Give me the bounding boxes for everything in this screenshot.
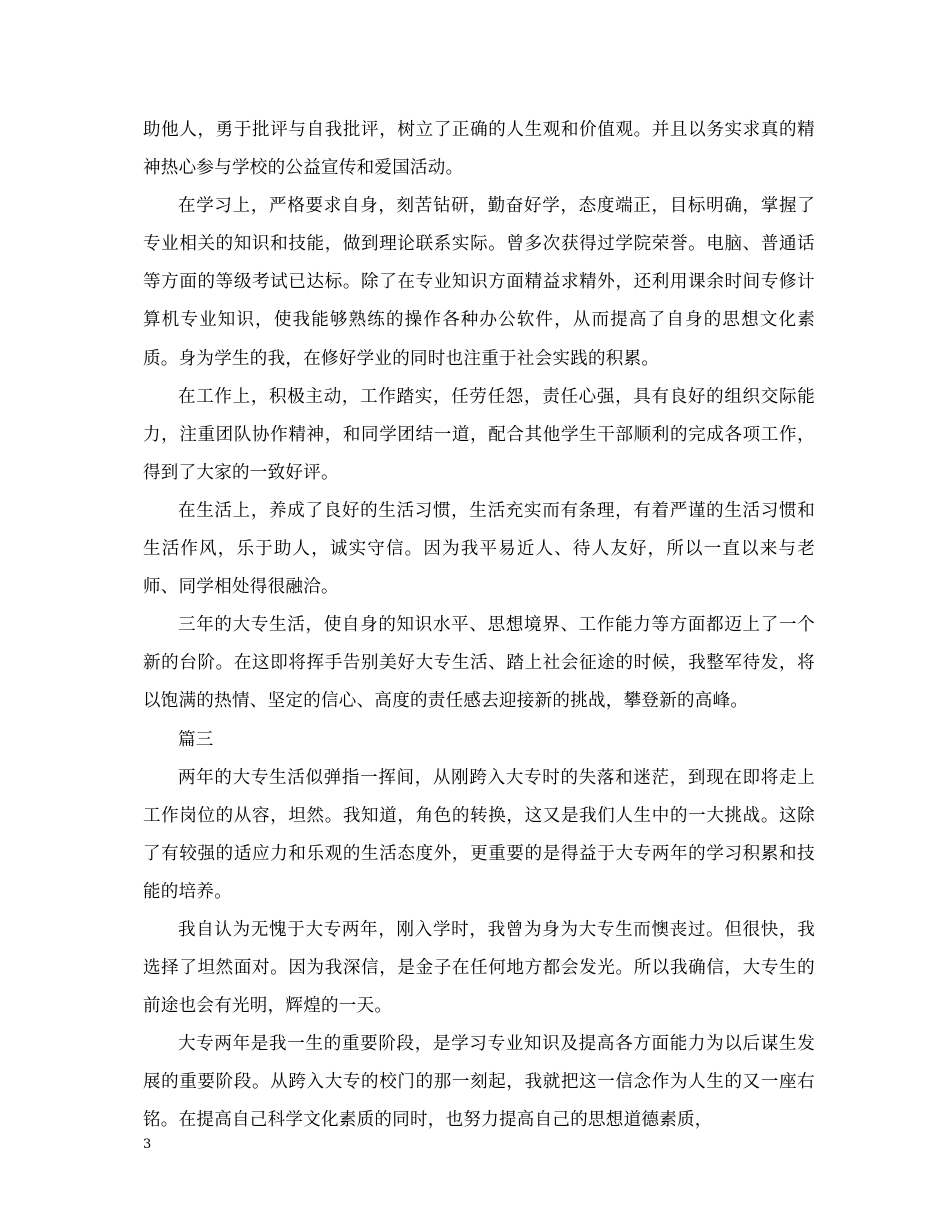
paragraph-self-assessment: 我自认为无愧于大专两年，刚入学时，我曾为身为大专生而懊丧过。但很快，我选择了坦然面对。因为我深信，是金子在任何地方都会发光。所以我确信，大专生的前途也会有光明，辉煌的一天。 xyxy=(143,919,815,1017)
paragraph-important-stage: 大专两年是我一生的重要阶段，是学习专业知识及提高各方面能力为以后谋生发展的重要阶段。从跨入大专的校门的那一刻起，我就把这一信念作为人生的又一座右铭。在提高自己科学文化素质的同时，也努力提高自己的思想道德素质， xyxy=(143,1034,815,1131)
section-heading-part-three: 篇三 xyxy=(178,729,214,750)
paragraph-study: 在学习上，严格要求自身，刻苦钻研，勤奋好学，态度端正，目标明确，掌握了专业相关的知识和技能，做到理论联系实际。曾多次获得过学院荣誉。电脑、普通话等方面的等级考试已达标。除了在专业知识方面精益求精外，还利用课余时间专修计算机专业知识，使我能够熟练的操作各种办公软件，从而提高了自身的思想文化素质。身为学生的我，在修好学业的同时也注重于社会实践的积累。 xyxy=(143,196,815,369)
paragraph-work: 在工作上，积极主动，工作踏实，任劳任怨，责任心强，具有良好的组织交际能力，注重团队协作精神，和同学团结一道，配合其他学生干部顺利的完成各项工作，得到了大家的一致好评。 xyxy=(143,386,815,483)
paragraph-summary: 三年的大专生活，使自身的知识水平、思想境界、工作能力等方面都迈上了一个新的台阶。在这即将挥手告别美好大专生活、踏上社会征途的时候，我整军待发，将以饱满的热情、坚定的信心、高度的责任感去迎接新的挑战，攀登新的高峰。 xyxy=(143,615,815,712)
paragraph-life: 在生活上，养成了良好的生活习惯，生活充实而有条理，有着严谨的生活习惯和生活作风，乐于助人，诚实守信。因为我平易近人、待人友好，所以一直以来与老师、同学相处得很融洽。 xyxy=(143,500,815,598)
document-body xyxy=(143,111,815,1140)
paragraph-continuation: 助他人，勇于批评与自我批评，树立了正确的人生观和价值观。并且以务实求真的精神热心参与学校的公益宣传和爱国活动。 xyxy=(143,120,815,179)
paragraph-two-years: 两年的大专生活似弹指一挥间，从刚跨入大专时的失落和迷茫，到现在即将走上工作岗位的从容，坦然。我知道，角色的转换，这又是我们人生中的一大挑战。这除了有较强的适应力和乐观的生活态度外，更重要的是得益于大专两年的学习积累和技能的培养。 xyxy=(143,767,815,902)
page-number: 3 xyxy=(143,1137,152,1152)
